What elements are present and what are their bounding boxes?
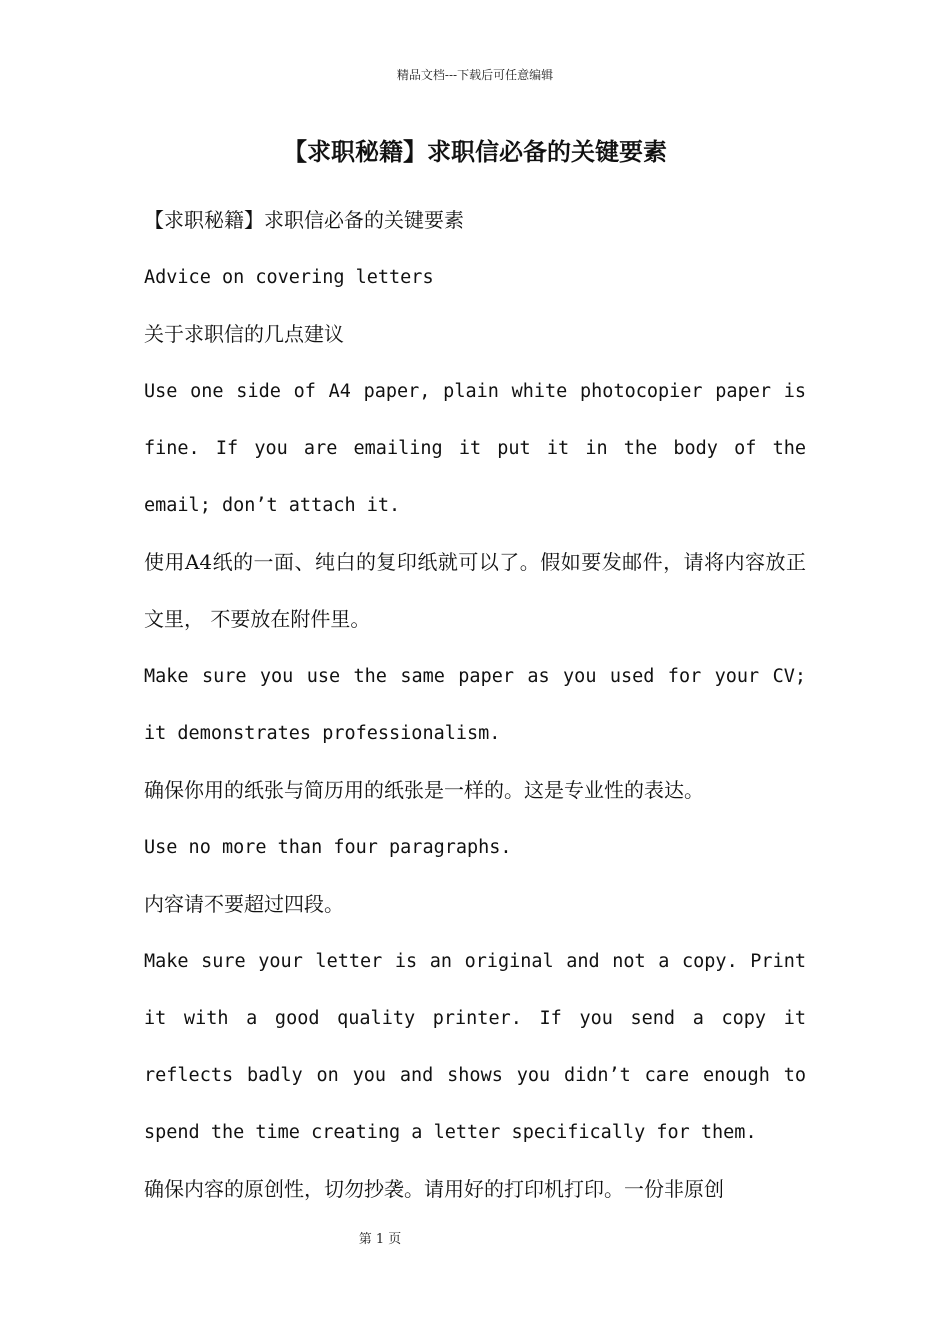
paragraph-advice-heading-zh: 关于求职信的几点建议 <box>144 322 344 346</box>
document-title: 【求职秘籍】求职信必备的关键要素 <box>283 137 667 166</box>
paragraph-paper-advice-zh: 使用A4纸的一面、纯白的复印纸就可以了。假如要发邮件，请将内容放正文里， 不要放在附件里。 <box>144 550 806 631</box>
document-body <box>144 192 806 1218</box>
paragraph-subtitle: 【求职秘籍】求职信必备的关键要素 <box>144 208 464 232</box>
paragraph-four-paragraphs-zh: 内容请不要超过四段。 <box>144 892 344 916</box>
paragraph-same-paper-zh: 确保你用的纸张与简历用的纸张是一样的。这是专业性的表达。 <box>144 778 704 802</box>
paragraph-same-paper: Make sure you use the same paper as you used for your CV; it demonstrates professionalism. <box>144 666 806 744</box>
page-number: 第 1 页 <box>358 1232 402 1247</box>
paragraph-original-letter-zh: 确保内容的原创性，切勿抄袭。请用好的打印机打印。一份非原创 <box>144 1177 724 1201</box>
paragraph-advice-heading: Advice on covering letters <box>144 267 434 288</box>
paragraph-four-paragraphs: Use no more than four paragraphs. <box>144 837 512 858</box>
page-header: 精品文档---下载后可任意编辑 <box>396 68 554 82</box>
paragraph-paper-advice: Use one side of A4 paper, plain white photocopier paper is fine. If you are emailing it put it in the body of the email; don’t attach it. <box>144 381 806 516</box>
paragraph-original-letter: Make sure your letter is an original and not a copy. Print it with a good quality printer. If you send a copy it reflects badly on you and shows you didn’t care enough to spend the time creating a letter specifically for them. <box>144 951 806 1143</box>
